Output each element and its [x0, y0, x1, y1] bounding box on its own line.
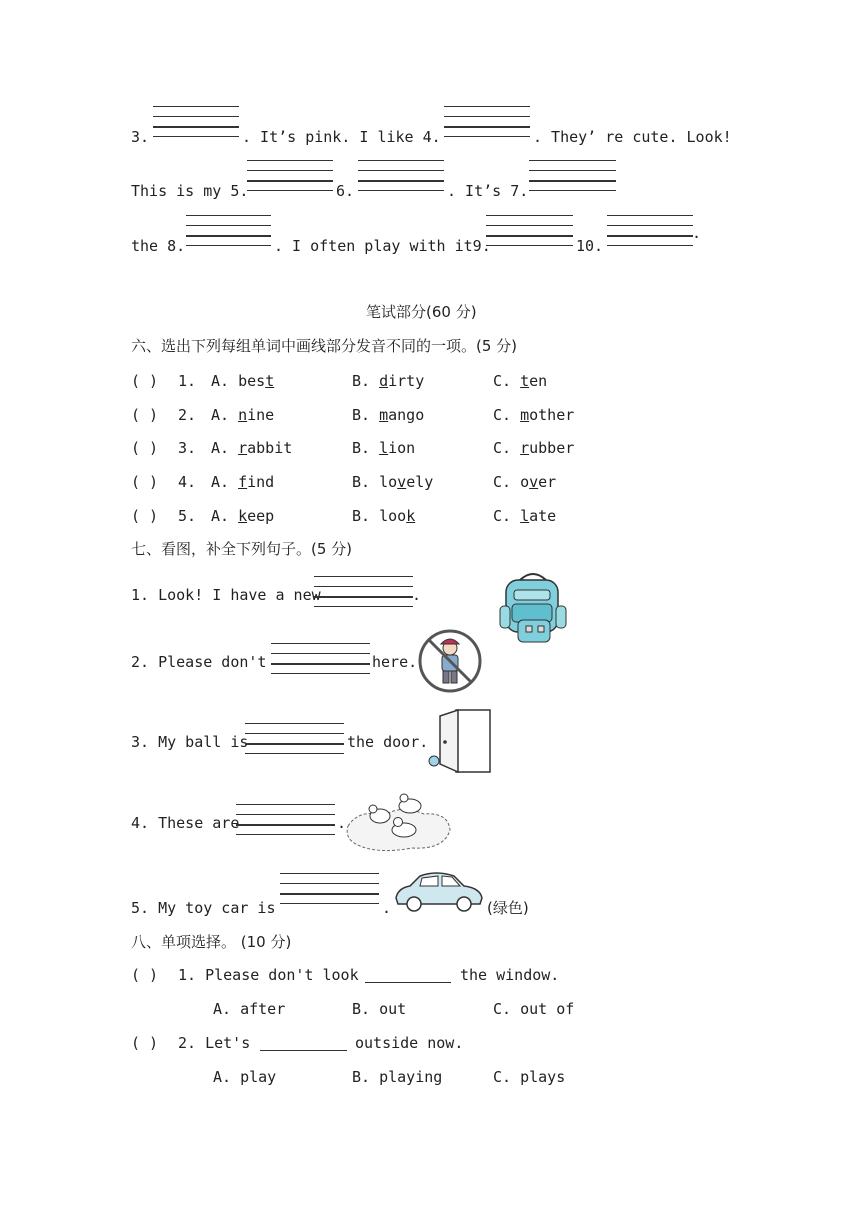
item-number-3: 3.: [131, 128, 150, 146]
section-7-title: 七、看图，补全下列句子。(5 分): [131, 540, 353, 558]
word-part: abbit: [247, 439, 293, 457]
word-part: en: [529, 372, 548, 390]
option-label: A.: [211, 473, 230, 491]
option-label: C.: [493, 372, 512, 390]
word-part: ine: [247, 406, 275, 424]
writing-lines-10[interactable]: [607, 215, 693, 248]
option-c: [493, 475, 556, 490]
sentence-the-8: the 8.: [131, 237, 186, 255]
word-part: ion: [388, 439, 416, 457]
section-8-title: 八、单项选择。 (10 分): [131, 933, 292, 951]
option-b: [352, 374, 424, 389]
item-number: 4.: [178, 473, 197, 491]
option-label: A.: [211, 507, 230, 525]
item-number: 5.: [178, 507, 197, 525]
writing-lines-q2[interactable]: [271, 643, 370, 676]
writing-lines-6[interactable]: [358, 160, 444, 193]
option-b: [352, 509, 415, 524]
underlined-letter: n: [238, 406, 248, 424]
option-a: [211, 408, 274, 423]
option-a: [211, 475, 274, 490]
word-part: bes: [238, 372, 266, 390]
item-number: 2.: [178, 406, 197, 424]
choice-question-1: 1. Please don't look: [178, 966, 359, 984]
word-part: loo: [379, 507, 407, 525]
choice-question-2: 2. Let's: [178, 1034, 251, 1052]
written-part-header: 笔试部分(60 分): [366, 303, 477, 321]
sentence-cute: . They’ re cute. Look!: [533, 128, 732, 146]
writing-lines-7[interactable]: [529, 160, 616, 193]
option-label: C.: [493, 439, 512, 457]
choice-question-2-tail: outside now.: [355, 1034, 464, 1052]
underlined-letter: v: [529, 473, 539, 491]
writing-lines-3[interactable]: [153, 106, 239, 139]
answer-paren[interactable]: ( ): [131, 507, 159, 525]
option-c[interactable]: C. plays: [493, 1068, 566, 1086]
underlined-letter: l: [520, 507, 530, 525]
option-label: C.: [493, 507, 512, 525]
q5-period: .: [382, 899, 392, 917]
word-part: ubber: [529, 439, 575, 457]
section-6-title: 六、选出下列每组单词中画线部分发音不同的一项。(5 分): [131, 337, 518, 355]
writing-lines-4[interactable]: [444, 106, 530, 139]
option-label: B.: [352, 507, 371, 525]
word-part: ango: [388, 406, 425, 424]
option-a: [211, 509, 274, 524]
underlined-letter: l: [379, 439, 389, 457]
writing-lines-q5[interactable]: [280, 873, 379, 906]
q2-tail: here.: [372, 653, 418, 671]
sentence-this-is: This is my 5.: [131, 182, 249, 200]
answer-paren[interactable]: ( ): [131, 473, 159, 491]
word-part: ely: [406, 473, 434, 491]
option-label: B.: [352, 473, 371, 491]
word-part: irty: [388, 372, 425, 390]
option-b: [352, 475, 433, 490]
picture-question-4: 4. These are: [131, 814, 240, 832]
answer-paren[interactable]: ( ): [131, 1034, 159, 1052]
word-part: er: [538, 473, 557, 491]
underlined-letter: k: [238, 507, 248, 525]
writing-lines-q4[interactable]: [236, 804, 335, 837]
q1-period: .: [412, 586, 422, 604]
picture-question-1: 1. Look! I have a new: [131, 586, 321, 604]
option-label: C.: [493, 473, 512, 491]
option-b[interactable]: B. playing: [352, 1068, 443, 1086]
backpack-icon: [498, 570, 568, 646]
writing-lines-8[interactable]: [186, 215, 271, 248]
underlined-letter: m: [379, 406, 389, 424]
door-icon: [426, 706, 496, 776]
sentence-often-play: . I often play with it9.: [274, 237, 491, 255]
option-a: [211, 374, 274, 389]
q3-tail: the door.: [347, 733, 429, 751]
option-c: [493, 509, 556, 524]
answer-blank-1[interactable]: [365, 982, 451, 983]
option-c: [493, 374, 547, 389]
picture-question-2: 2. Please don't: [131, 653, 267, 671]
underlined-letter: t: [520, 372, 530, 390]
option-label: B.: [352, 372, 371, 390]
word-part: other: [529, 406, 575, 424]
q4-period: .: [337, 814, 347, 832]
item-number-10: 10.: [576, 237, 604, 255]
option-label: A.: [211, 439, 230, 457]
option-label: B.: [352, 406, 371, 424]
answer-paren[interactable]: ( ): [131, 439, 159, 457]
option-c[interactable]: C. out of: [493, 1000, 575, 1018]
underlined-letter: v: [397, 473, 407, 491]
underlined-letter: r: [238, 439, 248, 457]
no-entry-sign-icon: [417, 628, 483, 694]
item-number-6: 6.: [336, 182, 355, 200]
sentence-its-7: . It’s 7.: [447, 182, 529, 200]
word-part: ate: [529, 507, 557, 525]
word-part: o: [520, 473, 530, 491]
toy-car-icon: [392, 868, 486, 916]
writing-lines-q3[interactable]: [245, 723, 344, 756]
picture-question-5: 5. My toy car is: [131, 899, 276, 917]
option-label: A.: [211, 406, 230, 424]
word-part: eep: [247, 507, 275, 525]
choice-question-1-tail: the window.: [460, 966, 560, 984]
option-label: A.: [211, 372, 230, 390]
underlined-letter: f: [238, 473, 248, 491]
answer-paren[interactable]: ( ): [131, 966, 159, 984]
ducks-pond-icon: [340, 786, 456, 856]
underlined-letter: t: [265, 372, 275, 390]
option-label: C.: [493, 406, 512, 424]
option-b[interactable]: B. out: [352, 1000, 407, 1018]
option-a[interactable]: A. play: [213, 1068, 277, 1086]
sentence-pink: . It’s pink. I like 4.: [242, 128, 441, 146]
underlined-letter: m: [520, 406, 530, 424]
option-c: [493, 441, 574, 456]
color-hint: (绿色): [487, 899, 529, 917]
picture-question-3: 3. My ball is: [131, 733, 249, 751]
word-part: ind: [247, 473, 275, 491]
writing-lines-5[interactable]: [247, 160, 333, 193]
item-number: 1.: [178, 372, 197, 390]
final-period: .: [692, 224, 702, 242]
answer-blank-2[interactable]: [260, 1050, 347, 1051]
option-b: [352, 441, 415, 456]
option-b: [352, 408, 424, 423]
option-c: [493, 408, 574, 423]
option-a: [211, 441, 292, 456]
underlined-letter: k: [406, 507, 416, 525]
writing-lines-9[interactable]: [486, 215, 573, 248]
writing-lines-q1[interactable]: [314, 576, 413, 609]
underlined-letter: d: [379, 372, 389, 390]
underlined-letter: r: [520, 439, 530, 457]
option-label: B.: [352, 439, 371, 457]
word-part: lo: [379, 473, 398, 491]
item-number: 3.: [178, 439, 197, 457]
option-a[interactable]: A. after: [213, 1000, 286, 1018]
answer-paren[interactable]: ( ): [131, 372, 159, 390]
answer-paren[interactable]: ( ): [131, 406, 159, 424]
